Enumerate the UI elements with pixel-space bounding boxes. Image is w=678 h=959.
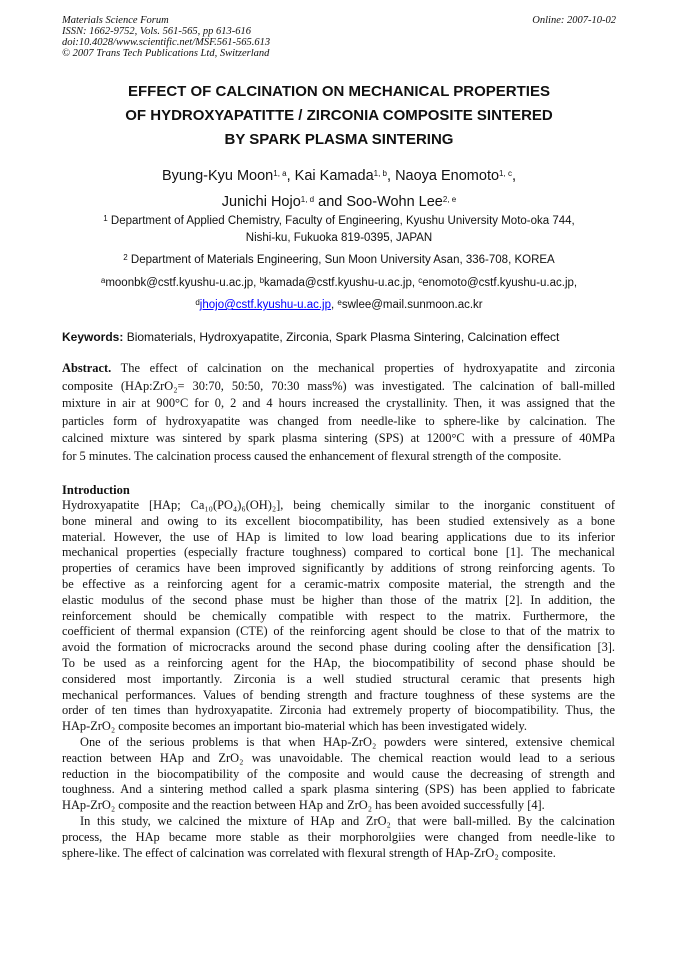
- affil-num: 1: [103, 214, 108, 223]
- line-text: The effect of calcination on the mechanical properties of hydroxyapatite and zirconia: [111, 361, 615, 375]
- text-line: [62, 624, 615, 640]
- text-line: [62, 577, 615, 593]
- text-line: [62, 640, 615, 656]
- text-line: [62, 561, 615, 577]
- journal-name: Materials Science Forum: [62, 15, 169, 26]
- line-text: HAp-ZrO₂ composite and the reaction between HAp and ZrO₂ has been avoided successfully [4].: [62, 798, 545, 813]
- author-sup: 1, b: [373, 169, 387, 178]
- online-date: Online: 2007-10-02: [532, 15, 616, 26]
- affiliation-2: Department of Materials Engineering, Sun Moon University Asan, 336-708, KOREA: [130, 254, 555, 266]
- text-line: [62, 719, 615, 735]
- copyright: © 2007 Trans Tech Publications Ltd, Switzerland: [62, 48, 270, 59]
- text-line: [62, 448, 615, 466]
- text-line: [62, 609, 615, 625]
- text-line: [62, 798, 615, 814]
- text-line: [62, 395, 615, 413]
- line-text: material. However, the use of HAp is limited to low load bearing applications due to its inferior: [62, 529, 615, 544]
- affiliation-1-cont: Nishi-ku, Fukuoka 819-0395, JAPAN: [245, 231, 433, 244]
- line-text: In this study, we calcined the mixture of HAp and ZrO₂ that were ball-milled. By the calcination: [80, 813, 615, 828]
- journal-header: [62, 15, 270, 59]
- text-line: [62, 413, 615, 431]
- text-line: [62, 545, 615, 561]
- text-line: [62, 688, 615, 704]
- line-text: avoid the formation of microcracks around the second phase during cooling after the densification [3].: [62, 640, 615, 655]
- line-text: order of ten times than hydroxyapatite. Zirconia had extremely property of biocompatibility. Thus, the: [62, 703, 615, 718]
- doi: doi:10.4028/www.scientific.net/MSF.561-565.613: [62, 37, 271, 48]
- line-text: sphere-like. The effect of calcination was correlated with flexural strength of HAp-ZrO₂ composite.: [62, 845, 556, 860]
- line-text: reaction between HAp and ZrO₂ was unavoidable. The chemical reaction would lead to a serious: [62, 750, 615, 765]
- text-line: [62, 530, 615, 546]
- text-line: [62, 656, 615, 672]
- text-line: [62, 672, 615, 688]
- text-line: [62, 378, 615, 396]
- line-text: HAp-ZrO₂ composite becomes an important bio-material which has been investigated widely.: [62, 719, 527, 734]
- keywords: [62, 330, 559, 344]
- email-sup: b: [259, 275, 265, 285]
- line-text: To be used as a reinforcing agent for the HAp, the biocompatibility of second phase should be: [62, 655, 615, 670]
- line-text: reinforcement should be chemically compatible with respect to the matrix. Furthermore, the: [62, 608, 615, 623]
- line-text: process, the HAp became more stable as their morphorolgiies were changed from needle-like to: [62, 829, 615, 844]
- text-line: [62, 514, 615, 530]
- email-sup: e: [337, 298, 342, 307]
- text-line: [62, 360, 615, 378]
- author: Junichi Hojo: [221, 194, 301, 210]
- author-sup: 1, d: [300, 195, 315, 204]
- keywords-label: Keywords:: [62, 330, 124, 344]
- author: Naoya Enomoto: [395, 168, 500, 184]
- line-text: be effective as a reinforcing agent for a ceramic-matrix composite material, the strength and the: [62, 576, 615, 591]
- author: Byung-Kyu Moon: [162, 168, 274, 184]
- line-text: reduction in the biocompatibility of the composite and would cause the decreasing of strength and: [62, 766, 615, 781]
- line-text: particles form of hydroxyapatite was changed from needle-like to sphere-like by calcination. The: [62, 413, 615, 428]
- line-text: elastic modulus of the second phase must be higher than those of the matrix [2]. In addition, the: [62, 592, 615, 607]
- text-line: [62, 782, 615, 798]
- abstract-label: Abstract.: [62, 361, 112, 375]
- affiliation-1: Department of Applied Chemistry, Faculty of Engineering, Kyushu University Moto-oka 744,: [110, 215, 575, 227]
- line-text: toughness. And a sintering method called a spark plasma sintering (SPS) has been applied to fabricate: [62, 782, 615, 797]
- introduction-body: [62, 498, 615, 861]
- author-sup: 1, a: [273, 169, 287, 178]
- text-line: [62, 703, 615, 719]
- line-text: Hydroxyapatite [HAp; Ca₁₀(PO₄)₆(OH)₂], being chemically similar to the inorganic constituent of: [62, 498, 615, 512]
- authors: Byung-Kyu Moon$^{1, a}$, Kai Kamada$^{1, b}$, Naoya Enomoto$^{1, c}$, Junichi Hojo$^{1, d}$ and Soo-Wohn Lee$^{2, e}$: [162, 168, 516, 210]
- line-text: considered most importantly. Zirconia is a well studied structural ceramic that presents high: [62, 671, 615, 686]
- line-text: composite (HAp:ZrO₂= 30:70, 50:50, 70:30 mass%) was investigated. The calcination of ball-milled: [62, 378, 615, 393]
- email-sup: d: [195, 298, 200, 307]
- email: moonbk@cstf.kyushu-u.ac.jp,: [105, 276, 257, 289]
- line-text: mixture in air at 900°C for 0, 2 and 4 hours increased the crystallinity. Then, it was assigned that the: [62, 396, 615, 411]
- line-text: coefficient of thermal expansion (CTE) of the reinforcing agent should be close to that of the matrix to: [62, 624, 615, 639]
- paper-title: [0, 80, 678, 152]
- line-text: mechanical performances. Values of bending strength and fracture toughness of these systems are the: [62, 687, 615, 702]
- issn: ISSN: 1662-9752, Vols. 561-565, pp 613-616: [62, 26, 251, 37]
- line-text: properties of ceramics have been improved significantly by additions of strong reinforcing agents. To: [62, 561, 615, 576]
- text-line: [62, 830, 615, 846]
- author-sup: 1, c: [499, 169, 512, 178]
- email: enomoto@cstf.kyushu-u.ac.jp,: [422, 276, 578, 289]
- title-line: BY SPARK PLASMA SINTERING: [224, 131, 454, 148]
- text-line: [62, 751, 615, 767]
- text-line: [62, 430, 615, 448]
- affiliations: $^1$ Department of Applied Chemistry, Faculty of Engineering, Kyushu University Moto-oka 744, Nishi-ku, Fukuoka 819-0395, JAPAN $^2$ Department of Materials Engineering, Sun Moon University Asan, 336-708, KOREA $^a$moonbk@cstf.kyushu-u.ac.jp, $^b$kamada@cstf.kyushu-u.ac.jp, $^c$enomoto@cstf.kyushu-u.ac.jp, $^d$jhojo@cstf.kyushu-u.ac.jp, $^e$swlee@mail.sunmoon.ac.kr: [0, 213, 678, 314]
- author: Kai Kamada: [294, 168, 374, 184]
- title-line: OF HYDROXYAPATITTE / ZIRCONIA COMPOSITE SINTERED: [125, 107, 553, 124]
- title-line: EFFECT OF CALCINATION ON MECHANICAL PROPERTIES: [128, 83, 550, 100]
- email: kamada@cstf.kyushu-u.ac.jp,: [264, 276, 416, 289]
- introduction-heading: Introduction: [62, 483, 130, 497]
- abstract: [62, 360, 615, 466]
- email-sup: a: [100, 275, 106, 285]
- email-sup: c: [418, 275, 423, 285]
- text-line: [62, 767, 615, 783]
- line-text: mechanical properties (especially fracture toughness) compared to cortical bone [1]. The mechanical: [62, 545, 615, 560]
- and-text: and: [318, 194, 343, 210]
- text-line: [62, 593, 615, 609]
- email-link[interactable]: jhojo@cstf.kyushu-u.ac.jp: [199, 299, 332, 311]
- text-line: [62, 735, 615, 751]
- line-text: for 5 minutes. The calcination process caused the enhancement of flexural strength of the composite.: [62, 448, 562, 463]
- line-text: One of the serious problems is that when HAp-ZrO₂ powders were sintered, extensive chemical: [80, 734, 615, 749]
- text-line: [62, 814, 615, 830]
- author: Soo-Wohn Lee: [346, 194, 443, 210]
- text-line: [62, 846, 615, 862]
- author-sup: 2, e: [442, 195, 457, 204]
- keywords-text: Biomaterials, Hydroxyapatite, Zirconia, Spark Plasma Sintering, Calcination effect: [126, 330, 560, 344]
- line-text: bone mineral and owing to its excellent biocompatibility, has been studied extensively as a bone: [62, 513, 615, 528]
- line-text: calcined mixture was sintered by spark plasma sintering (SPS) at 1200°C with a pressure of 40MPa: [62, 431, 615, 446]
- affil-num: 2: [123, 253, 128, 262]
- text-line: [62, 498, 615, 514]
- email: swlee@mail.sunmoon.ac.kr: [341, 299, 483, 311]
